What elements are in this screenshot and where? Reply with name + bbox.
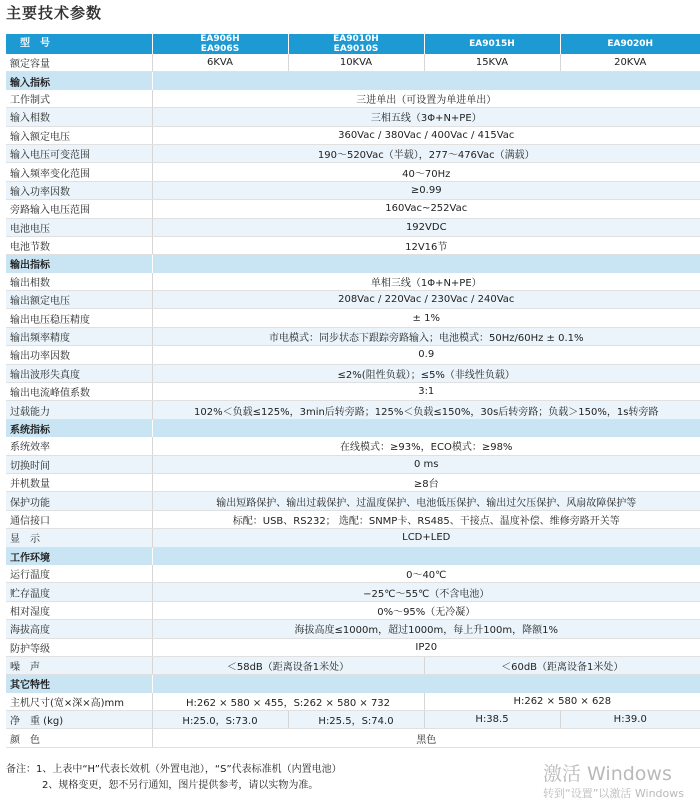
row-value: IP20 — [152, 638, 700, 656]
section-title: 输入指标 — [6, 72, 152, 90]
row-label: 运行温度 — [6, 565, 152, 583]
row-label: 电池节数 — [6, 236, 152, 254]
row-label: 主机尺寸(宽×深×高)mm — [6, 693, 152, 711]
row-label: 工作制式 — [6, 90, 152, 108]
row-value: 208Vac / 220Vac / 230Vac / 240Vac — [152, 291, 700, 309]
model-name: EA9010S — [333, 44, 379, 54]
row-label: 防护等级 — [6, 638, 152, 656]
row-label: 输出功率因数 — [6, 346, 152, 364]
row-value: 0 ms — [152, 455, 700, 473]
row-value: 标配：USB、RS232； 选配：SNMP卡、RS485、干接点、温度补偿、维修旁路开关等 — [152, 510, 700, 528]
section-title: 工作环境 — [6, 547, 152, 565]
row-value: H:39.0 — [560, 711, 700, 729]
model-name-cell — [424, 34, 560, 54]
table-row — [6, 108, 700, 126]
spec-table — [6, 34, 700, 748]
row-label: 旁路输入电压范围 — [6, 200, 152, 218]
row-value: 输出短路保护、输出过载保护、过温度保护、电池低压保护、输出过欠压保护、风扇故障保护等 — [152, 492, 700, 510]
model-name: EA9020H — [607, 39, 654, 49]
row-value: 三进单出（可设置为单进单出） — [152, 90, 700, 108]
row-label: 保护功能 — [6, 492, 152, 510]
row-value: 在线模式：≥93%，ECO模式：≥98% — [152, 437, 700, 455]
model-name-cell — [288, 34, 424, 54]
rated-capacity-row — [6, 54, 700, 72]
row-label: 电池电压 — [6, 218, 152, 236]
row-value: 160Vac~252Vac — [152, 200, 700, 218]
row-label: 切换时间 — [6, 455, 152, 473]
table-row — [6, 437, 700, 455]
spec-table-body — [6, 34, 700, 747]
section-header-row — [6, 547, 700, 565]
section-header-row — [6, 255, 700, 273]
table-row — [6, 218, 700, 236]
table-row — [6, 620, 700, 638]
row-label: 海拔高度 — [6, 620, 152, 638]
row-label: 过载能力 — [6, 401, 152, 419]
row-label: 输出额定电压 — [6, 291, 152, 309]
table-row — [6, 583, 700, 601]
row-value: 黑色 — [152, 729, 700, 747]
note-2: 2、规格变更，恕不另行通知，图片提供参考，请以实物为准。 — [42, 780, 319, 791]
row-value: 15KVA — [424, 54, 560, 72]
section-title: 其它特性 — [6, 675, 152, 693]
table-row — [6, 309, 700, 327]
page-title: 主要技术参数 — [6, 4, 103, 22]
table-row — [6, 236, 700, 254]
row-label: 输入电压可变范围 — [6, 144, 152, 162]
section-header-row — [6, 675, 700, 693]
row-value: LCD+LED — [152, 529, 700, 547]
row-value: 102%＜负载≤125%，3min后转旁路；125%＜负载≤150%，30s后转旁路；负载＞150%，1s转旁路 — [152, 401, 700, 419]
row-value: H:25.0，S:73.0 — [152, 711, 288, 729]
row-value: 190～520Vac（半载），277～476Vac（满载） — [152, 144, 700, 162]
row-label: 额定容量 — [6, 54, 152, 72]
row-value: H:38.5 — [424, 711, 560, 729]
section-header-row — [6, 419, 700, 437]
row-label: 净 重 (kg) — [6, 711, 152, 729]
table-row — [6, 638, 700, 656]
row-label: 颜 色 — [6, 729, 152, 747]
table-row — [6, 693, 700, 711]
model-name: EA906H — [200, 34, 240, 44]
table-row — [6, 273, 700, 291]
row-value: 0%～95%（无冷凝） — [152, 601, 700, 619]
row-value: H:262 × 580 × 628 — [424, 693, 700, 711]
section-title: 系统指标 — [6, 419, 152, 437]
row-value: 10KVA — [288, 54, 424, 72]
table-row — [6, 711, 700, 729]
row-label: 输入功率因数 — [6, 181, 152, 199]
row-value: 海拔高度≤1000m，超过1000m，每上升100m，降额1% — [152, 620, 700, 638]
table-row — [6, 492, 700, 510]
notes — [6, 762, 342, 794]
row-value: 0.9 — [152, 346, 700, 364]
row-label: 并机数量 — [6, 473, 152, 491]
windows-activation-watermark — [543, 762, 684, 802]
table-row — [6, 291, 700, 309]
table-row — [6, 510, 700, 528]
row-value: ≤2%(阻性负载）；≤5%（非线性负载） — [152, 364, 700, 382]
table-row — [6, 126, 700, 144]
table-row — [6, 473, 700, 491]
row-label: 输入相数 — [6, 108, 152, 126]
row-label: 噪 声 — [6, 656, 152, 674]
row-value: ≥0.99 — [152, 181, 700, 199]
row-value: H:25.5，S:74.0 — [288, 711, 424, 729]
row-label: 输入额定电压 — [6, 126, 152, 144]
table-row — [6, 163, 700, 181]
row-label: 输出相数 — [6, 273, 152, 291]
table-row — [6, 401, 700, 419]
section-header-filler — [152, 675, 700, 693]
table-row — [6, 383, 700, 401]
row-value: 360Vac / 380Vac / 400Vac / 415Vac — [152, 126, 700, 144]
row-value: 单相三线（1Φ+N+PE） — [152, 273, 700, 291]
row-value: 市电模式：同步状态下跟踪旁路输入；电池模式：50Hz/60Hz ± 0.1% — [152, 327, 700, 345]
section-header-filler — [152, 547, 700, 565]
model-name-cell — [560, 34, 700, 54]
table-row — [6, 90, 700, 108]
table-row — [6, 346, 700, 364]
section-title: 输出指标 — [6, 255, 152, 273]
row-value: 192VDC — [152, 218, 700, 236]
row-value: 40～70Hz — [152, 163, 700, 181]
table-row — [6, 565, 700, 583]
row-value: 0～40℃ — [152, 565, 700, 583]
watermark-line-2: 转到“设置”以激活 Windows — [543, 787, 684, 800]
row-label: 输入频率变化范围 — [6, 163, 152, 181]
table-row — [6, 656, 700, 674]
table-row — [6, 529, 700, 547]
model-name: EA9015H — [469, 39, 515, 49]
section-header-row — [6, 72, 700, 90]
model-name: EA906S — [200, 44, 240, 54]
model-header-label: 型 号 — [6, 34, 152, 54]
row-label: 输出电流峰值系数 — [6, 383, 152, 401]
table-row — [6, 200, 700, 218]
row-value: −25℃～55℃（不含电池） — [152, 583, 700, 601]
row-value: 三相五线（3Φ+N+PE） — [152, 108, 700, 126]
row-value: ± 1% — [152, 309, 700, 327]
row-label: 贮存温度 — [6, 583, 152, 601]
model-header-row — [6, 34, 700, 54]
row-value: 12V16节 — [152, 236, 700, 254]
row-value: 3:1 — [152, 383, 700, 401]
row-label: 输出电压稳压精度 — [6, 309, 152, 327]
section-header-filler — [152, 419, 700, 437]
model-name: EA9010H — [333, 34, 379, 44]
row-value: 6KVA — [152, 54, 288, 72]
watermark-line-1: 激活 Windows — [543, 763, 672, 785]
row-value: H:262 × 580 × 455，S:262 × 580 × 732 — [152, 693, 424, 711]
section-header-filler — [152, 255, 700, 273]
row-label: 相对湿度 — [6, 601, 152, 619]
table-row — [6, 455, 700, 473]
row-label: 显 示 — [6, 529, 152, 547]
section-header-filler — [152, 72, 700, 90]
table-row — [6, 327, 700, 345]
row-value: ＜60dB（距离设备1米处） — [424, 656, 700, 674]
table-row — [6, 364, 700, 382]
row-value: 20KVA — [560, 54, 700, 72]
row-value: ≥8台 — [152, 473, 700, 491]
model-name-cell — [152, 34, 288, 54]
row-label: 输出频率精度 — [6, 327, 152, 345]
row-label: 通信接口 — [6, 510, 152, 528]
row-value: ＜58dB（距离设备1米处） — [152, 656, 424, 674]
row-label: 输出波形失真度 — [6, 364, 152, 382]
table-row — [6, 144, 700, 162]
row-label: 系统效率 — [6, 437, 152, 455]
table-row — [6, 729, 700, 747]
table-row — [6, 601, 700, 619]
note-1: 备注：1、上表中“H”代表长效机（外置电池），“S”代表标准机（内置电池） — [6, 764, 342, 775]
table-row — [6, 181, 700, 199]
